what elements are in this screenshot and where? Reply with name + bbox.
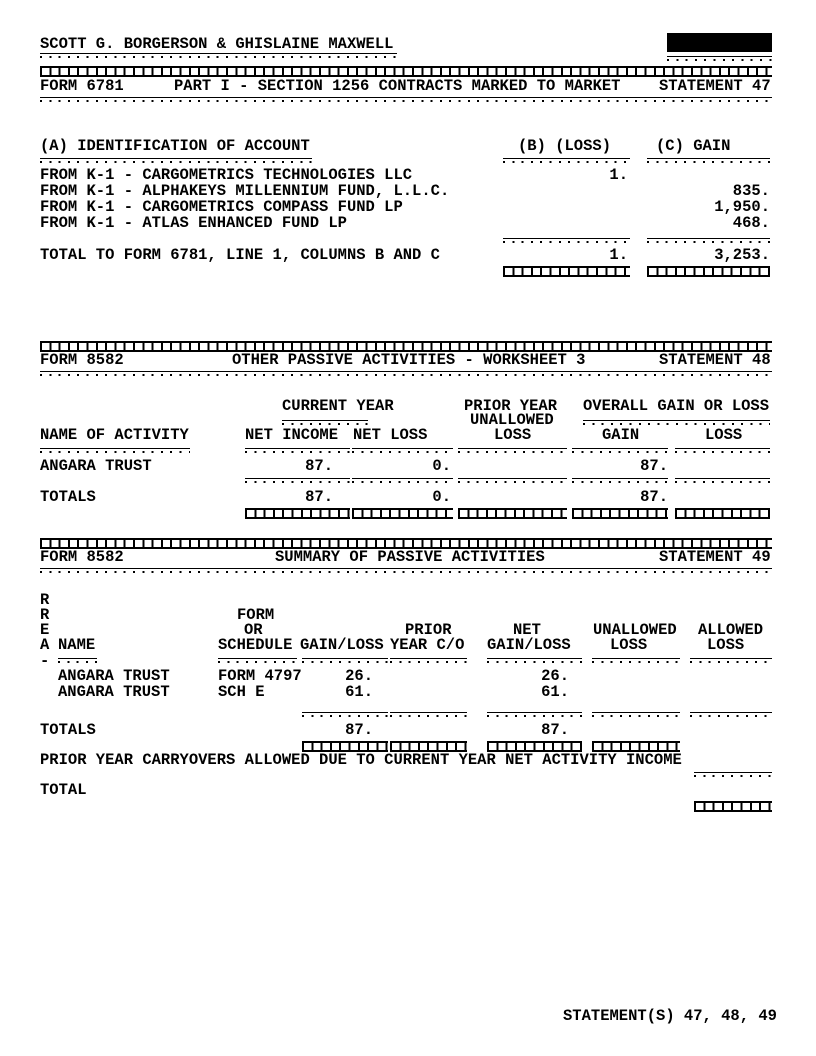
column-header-name: NAME xyxy=(58,636,96,654)
overall-underline xyxy=(583,420,770,426)
net-income-value: 87. xyxy=(305,457,333,475)
double-rule xyxy=(245,508,350,519)
gain-value: 87. xyxy=(640,457,668,475)
gain-underline xyxy=(572,448,668,454)
statement-label: STATEMENT 47 xyxy=(659,77,771,95)
column-header-a: (A) IDENTIFICATION OF ACCOUNT xyxy=(40,137,310,155)
column-header-loss: LOSS xyxy=(705,426,743,444)
double-rule xyxy=(503,266,630,277)
form-number: FORM 8582 xyxy=(40,548,124,566)
double-rule xyxy=(572,508,668,519)
total-rule xyxy=(458,478,567,484)
column-a-underline xyxy=(40,158,312,164)
net-loss-underline xyxy=(352,448,453,454)
redaction-underline xyxy=(667,56,772,62)
total-rule-b xyxy=(503,238,630,244)
horizontal-rule xyxy=(40,568,772,574)
double-rule xyxy=(592,741,680,752)
section-title: OTHER PASSIVE ACTIVITIES - WORKSHEET 3 xyxy=(232,351,586,369)
carryover-rule xyxy=(694,772,772,778)
column-group-current-year: CURRENT YEAR xyxy=(282,397,394,415)
account-name: FROM K-1 - CARGOMETRICS COMPASS FUND LP xyxy=(40,198,403,216)
gain-value: 468. xyxy=(732,214,770,232)
account-name: FROM K-1 - CARGOMETRICS TECHNOLOGIES LLC xyxy=(40,166,413,184)
current-year-underline xyxy=(282,420,368,426)
net-income-underline xyxy=(245,448,350,454)
name-underline xyxy=(40,448,190,454)
section-title: SUMMARY OF PASSIVE ACTIVITIES xyxy=(275,548,545,566)
double-rule xyxy=(40,341,772,352)
double-rule xyxy=(694,801,772,812)
total-loss-value: 1. xyxy=(609,246,628,264)
redaction-box xyxy=(667,33,772,52)
gain-loss-value: 61. xyxy=(345,683,373,701)
total-rule xyxy=(302,712,388,718)
net-gain-loss-value: 61. xyxy=(541,683,569,701)
total-rule xyxy=(390,712,467,718)
account-name: FROM K-1 - ALPHAKEYS MILLENNIUM FUND, L.L.C. xyxy=(40,182,450,200)
double-rule xyxy=(675,508,770,519)
flag-letter: A xyxy=(40,636,50,654)
total-rule xyxy=(675,478,770,484)
activity-name: ANGARA TRUST xyxy=(58,667,170,685)
flag-letter: R xyxy=(40,591,50,609)
statement-label: STATEMENT 48 xyxy=(659,351,771,369)
total-rule xyxy=(352,478,453,484)
horizontal-rule xyxy=(40,97,772,103)
carryover-label: PRIOR YEAR CARRYOVERS ALLOWED DUE TO CURRENT YEAR NET ACTIVITY INCOME xyxy=(40,751,682,769)
net-gain-loss-underline xyxy=(487,658,582,664)
column-header-prior: PRIOR xyxy=(405,621,452,639)
loss-underline xyxy=(675,448,770,454)
column-header-allowed-loss: LOSS xyxy=(707,636,745,654)
column-header-unallowed-loss: LOSS xyxy=(610,636,648,654)
column-header-net-loss: NET LOSS xyxy=(353,426,428,444)
column-header-net: NET xyxy=(513,621,541,639)
activity-name: ANGARA TRUST xyxy=(58,683,170,701)
flag-letter: E xyxy=(40,621,50,639)
column-group-prior-year-2: UNALLOWED xyxy=(470,411,554,429)
column-group-overall: OVERALL GAIN OR LOSS xyxy=(583,397,770,415)
double-rule xyxy=(40,66,772,77)
double-rule xyxy=(487,741,582,752)
net-loss-value: 0. xyxy=(432,457,451,475)
total-gain-value: 3,253. xyxy=(714,246,770,264)
activity-name: ANGARA TRUST xyxy=(40,457,152,475)
net-gain-loss-value: 26. xyxy=(541,667,569,685)
loss-value: 1. xyxy=(609,166,628,184)
total-rule-c xyxy=(647,238,770,244)
total-rule xyxy=(487,712,582,718)
total-gain: 87. xyxy=(640,488,668,506)
gain-loss-underline xyxy=(302,658,388,664)
form-number: FORM 8582 xyxy=(40,351,124,369)
page-footer-statements: STATEMENT(S) 47, 48, 49 xyxy=(563,1007,777,1025)
total-rule xyxy=(245,478,350,484)
grand-total-label: TOTAL xyxy=(40,781,87,799)
totals-label: TOTALS xyxy=(40,721,96,739)
total-label: TOTAL TO FORM 6781, LINE 1, COLUMNS B AND C xyxy=(40,246,440,264)
column-header-b: (B) (LOSS) xyxy=(518,137,612,155)
name-underline xyxy=(58,658,97,664)
double-rule xyxy=(390,741,467,752)
column-header-year-co: YEAR C/O xyxy=(390,636,465,654)
double-rule xyxy=(352,508,453,519)
taxpayer-name-underline xyxy=(40,53,397,59)
double-rule xyxy=(40,538,772,549)
flag-letter: R xyxy=(40,606,50,624)
gain-loss-value: 26. xyxy=(345,667,373,685)
gain-value: 835. xyxy=(732,182,770,200)
column-header-gain: GAIN xyxy=(602,426,640,444)
column-header-c: (C) GAIN xyxy=(656,137,731,155)
column-header-allowed: ALLOWED xyxy=(698,621,764,639)
column-header-or: OR xyxy=(244,621,263,639)
column-header-schedule: SCHEDULE xyxy=(218,636,293,654)
column-header-form: FORM xyxy=(237,606,275,624)
total-rule xyxy=(690,712,772,718)
schedule-underline xyxy=(218,658,297,664)
column-c-underline xyxy=(647,158,770,164)
column-header-unallowed: UNALLOWED xyxy=(593,621,677,639)
total-net-gain-loss: 87. xyxy=(541,721,569,739)
total-rule xyxy=(572,478,668,484)
column-group-prior-year: PRIOR YEAR xyxy=(464,397,558,415)
gain-value: 1,950. xyxy=(714,198,770,216)
total-gain-loss: 87. xyxy=(345,721,373,739)
total-rule xyxy=(592,712,680,718)
schedule-value: SCH E xyxy=(218,683,265,701)
column-header-net-income: NET INCOME xyxy=(245,426,339,444)
form-number: FORM 6781 xyxy=(40,77,124,95)
year-co-underline xyxy=(390,658,467,664)
double-rule xyxy=(302,741,388,752)
statement-label: STATEMENT 49 xyxy=(659,548,771,566)
double-rule xyxy=(647,266,770,277)
allowed-underline xyxy=(690,658,772,664)
column-header-name: NAME OF ACTIVITY xyxy=(40,426,189,444)
column-header-prior-loss: LOSS xyxy=(494,426,532,444)
totals-label: TOTALS xyxy=(40,488,96,506)
prior-loss-underline xyxy=(458,448,567,454)
taxpayer-name: SCOTT G. BORGERSON & GHISLAINE MAXWELL xyxy=(40,35,394,53)
column-header-gain-loss: GAIN/LOSS xyxy=(300,636,384,654)
total-net-loss: 0. xyxy=(432,488,451,506)
section-title: PART I - SECTION 1256 CONTRACTS MARKED TO MARKET xyxy=(174,77,621,95)
column-header-net-gain-loss: GAIN/LOSS xyxy=(487,636,571,654)
unallowed-underline xyxy=(592,658,680,664)
column-b-underline xyxy=(503,158,630,164)
horizontal-rule xyxy=(40,371,772,377)
schedule-value: FORM 4797 xyxy=(218,667,302,685)
flag-letter: - xyxy=(40,652,50,670)
total-net-income: 87. xyxy=(305,488,333,506)
account-name: FROM K-1 - ATLAS ENHANCED FUND LP xyxy=(40,214,347,232)
double-rule xyxy=(458,508,567,519)
